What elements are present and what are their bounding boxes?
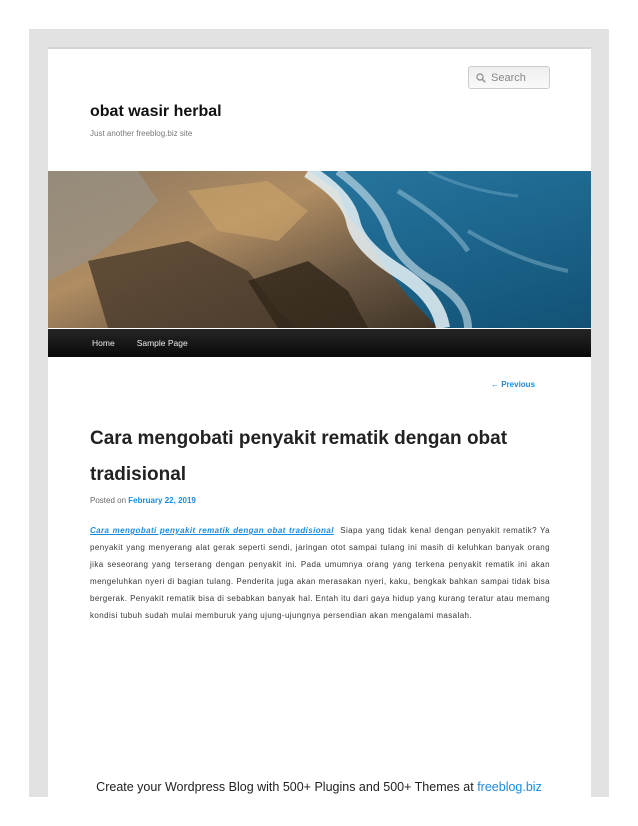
previous-post-link[interactable]: ← Previous <box>491 380 536 389</box>
post-title: Cara mengobati penyakit rematik dengan obat tradisional <box>90 428 508 485</box>
post-body-text: Siapa yang tidak kenal dengan penyakit rematik? Ya penyakit yang menyerang alat gerak seperti sendi, jaringan otot sampai tulang ini masih di keluhkan banyak orang jika seseorang yang terserang dengan penyakit ini. Pada umumnya orang yang terkena penyakit rematik ini akan mengeluhkan nyeri di bagian tulang. Penderita juga akan merasakan nyeri, kaku, bengkak bahkan sampai tidak bisa bergerak. Penyakit rematik bisa di sebabkan banyak hal. Entah itu dari gaya hidup yang kurang teratur atau memang kondisi tubuh sudah mulai memburuk yang ujung-ujungnya persendian akan mengalami masalah. <box>90 526 551 620</box>
site-description: Just another freeblog.biz site <box>90 129 193 138</box>
nav-item-home[interactable]: Home <box>92 338 115 348</box>
nav-item-sample-page[interactable]: Sample Page <box>136 338 188 348</box>
main-navigation <box>48 329 591 357</box>
site-title[interactable]: obat wasir herbal <box>90 103 222 120</box>
page-container <box>48 47 591 797</box>
post-lead-link[interactable]: Cara mengobati penyakit rematik dengan obat tradisional <box>90 526 334 535</box>
post-meta <box>90 496 196 505</box>
promo-footer <box>0 776 638 798</box>
search-input[interactable] <box>468 66 550 89</box>
search-placeholder: Search <box>491 71 526 84</box>
post-content <box>90 522 550 624</box>
footer-link[interactable]: freeblog.biz <box>477 780 542 794</box>
footer-text: Create your Wordpress Blog with 500+ Plugins and 500+ Themes at <box>96 780 474 794</box>
search-icon <box>472 73 490 83</box>
posted-on-label: Posted on <box>90 496 127 505</box>
post-date-link[interactable]: February 22, 2019 <box>128 496 196 505</box>
header-banner-image[interactable] <box>48 171 591 328</box>
